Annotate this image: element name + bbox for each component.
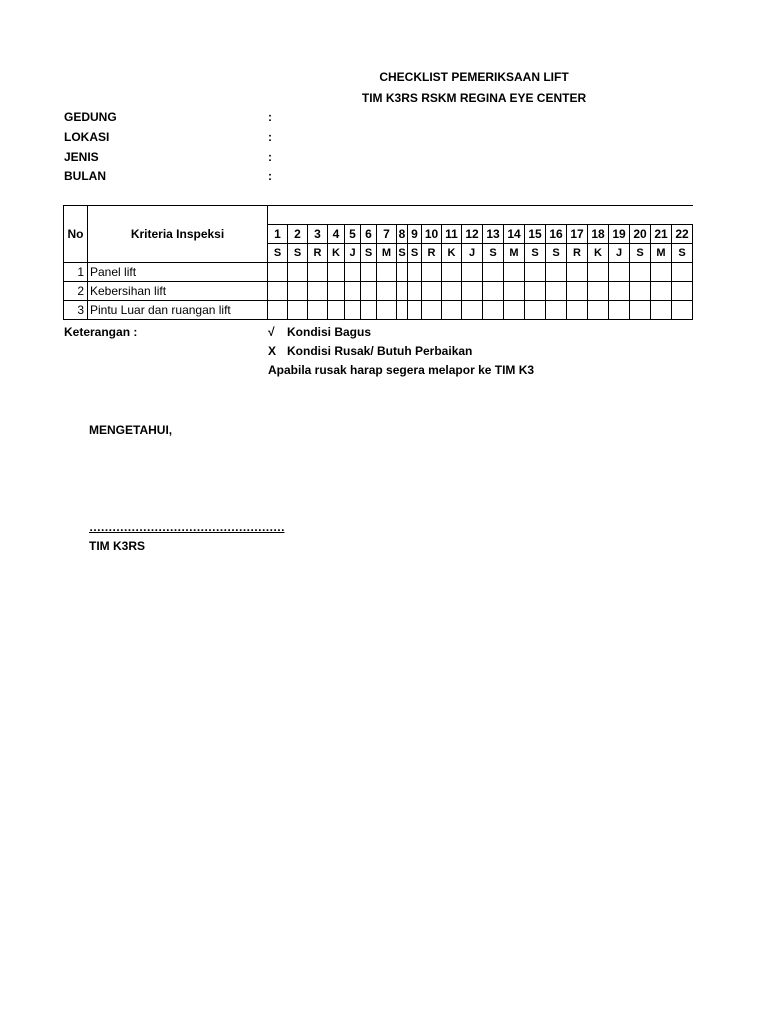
- day-number-cell: 3: [308, 225, 328, 244]
- check-cell[interactable]: [462, 301, 483, 320]
- day-abbreviation-cell: K: [328, 244, 345, 263]
- check-cell[interactable]: [672, 263, 693, 282]
- day-header-spacer: [268, 206, 693, 225]
- check-cell[interactable]: [567, 301, 588, 320]
- check-cell[interactable]: [377, 282, 397, 301]
- row-number: 1: [64, 263, 88, 282]
- check-cell[interactable]: [422, 263, 442, 282]
- row-criteria: Pintu Luar dan ruangan lift: [88, 301, 268, 320]
- check-cell[interactable]: [442, 263, 462, 282]
- check-cell[interactable]: [345, 282, 361, 301]
- check-cell[interactable]: [462, 282, 483, 301]
- field-colon-gedung: :: [268, 110, 272, 124]
- check-cell[interactable]: [408, 282, 422, 301]
- day-abbreviation-cell: M: [651, 244, 672, 263]
- cross-mark-icon: X: [268, 344, 277, 358]
- check-cell[interactable]: [328, 282, 345, 301]
- field-label-gedung: GEDUNG: [64, 110, 117, 124]
- check-cell[interactable]: [609, 301, 630, 320]
- check-cell[interactable]: [504, 282, 525, 301]
- check-cell[interactable]: [462, 263, 483, 282]
- check-cell[interactable]: [567, 263, 588, 282]
- day-number-cell: 11: [442, 225, 462, 244]
- day-number-cell: 14: [504, 225, 525, 244]
- day-number-cell: 15: [525, 225, 546, 244]
- check-cell[interactable]: [525, 282, 546, 301]
- day-number-cell: 17: [567, 225, 588, 244]
- day-number-cell: 7: [377, 225, 397, 244]
- day-abbreviation-cell: R: [567, 244, 588, 263]
- day-abbreviation-cell: J: [609, 244, 630, 263]
- check-cell[interactable]: [651, 301, 672, 320]
- day-abbreviation-cell: S: [288, 244, 308, 263]
- team-label: TIM K3RS: [89, 539, 146, 553]
- row-number: 3: [64, 301, 88, 320]
- acknowledged-label: MENGETAHUI,: [89, 423, 173, 437]
- day-abbreviation-cell: S: [672, 244, 693, 263]
- table-row: [64, 263, 693, 282]
- day-abbreviation-cell: J: [462, 244, 483, 263]
- check-cell[interactable]: [630, 301, 651, 320]
- day-number-cell: 8: [397, 225, 408, 244]
- check-cell[interactable]: [345, 263, 361, 282]
- check-cell[interactable]: [308, 263, 328, 282]
- day-abbreviation-cell: R: [308, 244, 328, 263]
- check-cell[interactable]: [268, 301, 288, 320]
- check-cell[interactable]: [397, 301, 408, 320]
- check-cell[interactable]: [408, 263, 422, 282]
- day-abbreviation-cell: J: [345, 244, 361, 263]
- day-number-cell: 16: [546, 225, 567, 244]
- day-number-cell: 5: [345, 225, 361, 244]
- field-label-jenis: JENIS: [64, 150, 99, 164]
- check-cell[interactable]: [377, 301, 397, 320]
- check-cell[interactable]: [483, 263, 504, 282]
- day-abbreviation-cell: S: [361, 244, 377, 263]
- check-cell[interactable]: [408, 301, 422, 320]
- check-cell[interactable]: [525, 301, 546, 320]
- day-number-cell: 6: [361, 225, 377, 244]
- document-title: CHECKLIST PEMERIKSAAN LIFT: [379, 70, 569, 84]
- day-abbreviation-cell: K: [588, 244, 609, 263]
- check-cell[interactable]: [422, 301, 442, 320]
- column-header-no: No: [64, 206, 88, 263]
- day-abbreviation-cell: S: [397, 244, 408, 263]
- day-abbreviation-cell: R: [422, 244, 442, 263]
- day-abbreviation-cell: S: [630, 244, 651, 263]
- check-cell[interactable]: [308, 301, 328, 320]
- table-row: [64, 301, 693, 320]
- check-cell[interactable]: [588, 263, 609, 282]
- check-cell[interactable]: [630, 263, 651, 282]
- day-abbreviation-cell: S: [268, 244, 288, 263]
- check-cell[interactable]: [567, 282, 588, 301]
- check-cell[interactable]: [308, 282, 328, 301]
- inspection-table: [63, 205, 693, 320]
- check-cell[interactable]: [483, 301, 504, 320]
- check-cell[interactable]: [345, 301, 361, 320]
- day-abbreviation-cell: M: [504, 244, 525, 263]
- field-colon-bulan: :: [268, 169, 272, 183]
- day-number-cell: 21: [651, 225, 672, 244]
- document-subtitle: TIM K3RS RSKM REGINA EYE CENTER: [361, 91, 587, 105]
- day-abbreviation-cell: S: [525, 244, 546, 263]
- column-header-criteria: Kriteria Inspeksi: [88, 206, 268, 263]
- check-cell[interactable]: [630, 282, 651, 301]
- check-cell[interactable]: [609, 263, 630, 282]
- check-cell[interactable]: [588, 301, 609, 320]
- day-abbreviation-cell: S: [483, 244, 504, 263]
- check-cell[interactable]: [609, 282, 630, 301]
- check-cell[interactable]: [288, 263, 308, 282]
- check-cell[interactable]: [442, 301, 462, 320]
- check-cell[interactable]: [504, 301, 525, 320]
- check-cell[interactable]: [525, 263, 546, 282]
- check-cell[interactable]: [672, 301, 693, 320]
- legend-good-text: Kondisi Bagus: [287, 325, 372, 339]
- day-number-cell: 9: [408, 225, 422, 244]
- day-abbreviation-cell: M: [377, 244, 397, 263]
- field-label-lokasi: LOKASI: [64, 130, 110, 144]
- check-cell[interactable]: [377, 263, 397, 282]
- check-cell[interactable]: [504, 263, 525, 282]
- legend-label: Keterangan :: [64, 325, 138, 339]
- row-number: 2: [64, 282, 88, 301]
- day-number-cell: 18: [588, 225, 609, 244]
- table-row: [64, 282, 693, 301]
- check-cell[interactable]: [268, 282, 288, 301]
- check-cell[interactable]: [651, 263, 672, 282]
- day-abbreviation-cell: S: [546, 244, 567, 263]
- row-criteria: Kebersihan lift: [88, 282, 268, 301]
- check-cell[interactable]: [397, 263, 408, 282]
- check-cell[interactable]: [422, 282, 442, 301]
- day-number-cell: 12: [462, 225, 483, 244]
- day-number-cell: 20: [630, 225, 651, 244]
- day-abbreviation-cell: K: [442, 244, 462, 263]
- check-cell[interactable]: [546, 282, 567, 301]
- field-colon-lokasi: :: [268, 130, 272, 144]
- check-cell[interactable]: [546, 263, 567, 282]
- day-number-cell: 4: [328, 225, 345, 244]
- field-label-bulan: BULAN: [64, 169, 106, 183]
- check-cell[interactable]: [268, 263, 288, 282]
- check-cell[interactable]: [361, 301, 377, 320]
- field-colon-jenis: :: [268, 150, 272, 164]
- check-cell[interactable]: [328, 263, 345, 282]
- check-cell[interactable]: [483, 282, 504, 301]
- row-criteria: Panel lift: [88, 263, 268, 282]
- signature-line: ……………………………………………: [89, 520, 285, 534]
- check-cell[interactable]: [361, 282, 377, 301]
- day-number-cell: 2: [288, 225, 308, 244]
- day-number-cell: 10: [422, 225, 442, 244]
- day-number-cell: 13: [483, 225, 504, 244]
- day-abbreviation-cell: S: [408, 244, 422, 263]
- check-cell[interactable]: [672, 282, 693, 301]
- check-cell[interactable]: [328, 301, 345, 320]
- check-cell[interactable]: [588, 282, 609, 301]
- day-number-cell: 1: [268, 225, 288, 244]
- check-cell[interactable]: [546, 301, 567, 320]
- check-mark-icon: √: [268, 325, 275, 339]
- legend-bad-text: Kondisi Rusak/ Butuh Perbaikan: [287, 344, 473, 358]
- check-cell[interactable]: [361, 263, 377, 282]
- check-cell[interactable]: [288, 301, 308, 320]
- check-cell[interactable]: [442, 282, 462, 301]
- day-number-cell: 19: [609, 225, 630, 244]
- check-cell[interactable]: [288, 282, 308, 301]
- check-cell[interactable]: [397, 282, 408, 301]
- check-cell[interactable]: [651, 282, 672, 301]
- legend-note: Apabila rusak harap segera melapor ke TIM K3: [268, 363, 535, 377]
- day-number-cell: 22: [672, 225, 693, 244]
